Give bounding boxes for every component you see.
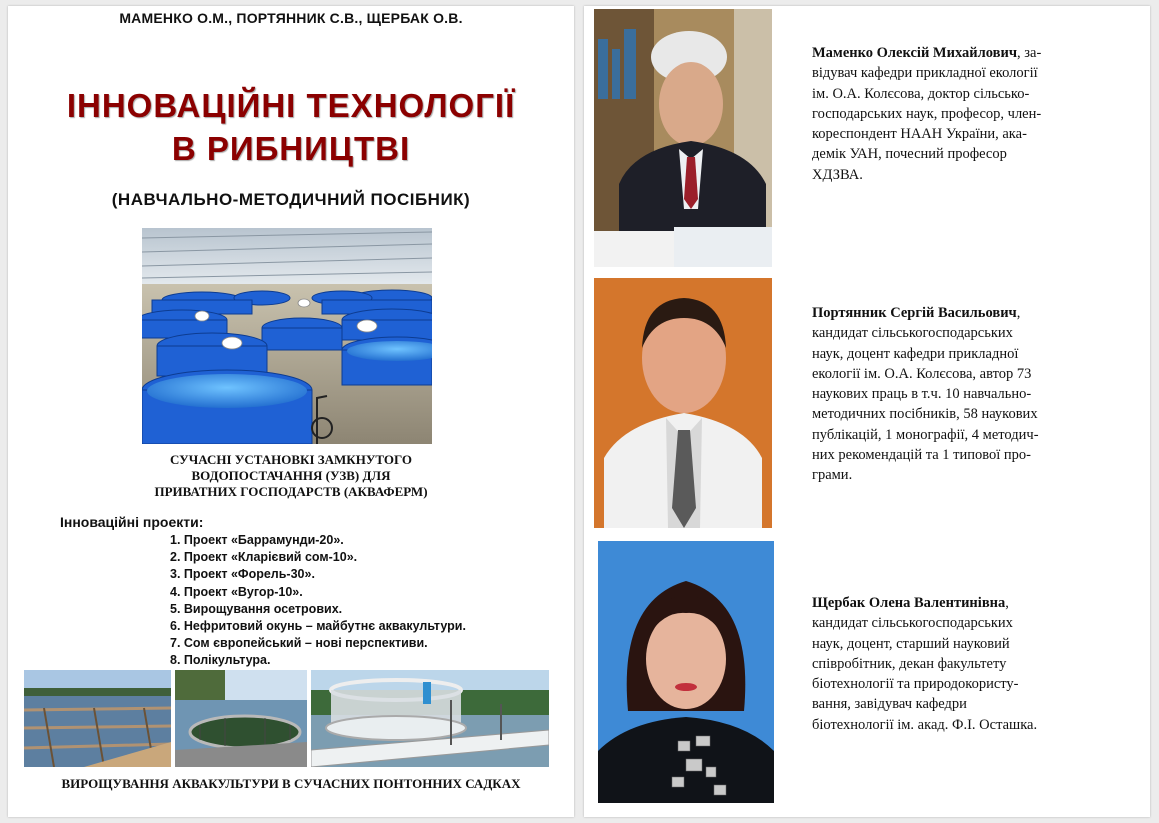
title-line-1: ІННОВАЦІЙНІ ТЕХНОЛОГІЇ — [66, 87, 516, 124]
caption-line: СУЧАСНІ УСТАНОВКІ ЗАМКНУТОГО — [169, 452, 413, 467]
bio-line: наук, доцент кафедри прикладної — [812, 345, 1019, 362]
list-item: 8. Полікультура. — [170, 653, 271, 668]
bio-line: кореспондент НААН України, ака- — [812, 126, 1027, 143]
list-item: 2. Проект «Кларієвий сом-10». — [170, 550, 358, 565]
book-subtitle: (НАВЧАЛЬНО-МЕТОДИЧНИЙ ПОСІБНИК) — [111, 190, 471, 209]
bio-line: демік УАН, почесний професор — [812, 146, 1007, 163]
bio-line: вання, завідувач кафедри — [812, 696, 967, 713]
author-bio-portiannyk — [812, 303, 1104, 486]
bio-line: ХДЗВА. — [812, 166, 863, 183]
pontoon-cage-photo-3 — [311, 670, 549, 767]
author-bio-mamenko — [812, 43, 1104, 185]
projects-list — [170, 532, 466, 670]
bio-line: методичних посібників, 58 наукових — [812, 406, 1038, 423]
caption-line: ПРИВАТНИХ ГОСПОДАРСТВ (АКВАФЕРМ) — [154, 484, 428, 499]
cages-caption: ВИРОЩУВАННЯ АКВАКУЛЬТУРИ В СУЧАСНИХ ПОНТОННИХ САДКАХ — [61, 776, 521, 791]
pontoon-cage-photo-1 — [24, 670, 171, 767]
author-portrait-mamenko — [594, 9, 772, 267]
bio-line: наук, доцент, старший науковий — [812, 635, 1010, 652]
ras-installation-photo — [142, 228, 432, 444]
bio-line: співробітник, декан факультету — [812, 655, 1007, 672]
bio-line: кандидат сільськогосподарських — [812, 615, 1013, 632]
bio-line: грами. — [812, 467, 853, 484]
book-title — [8, 84, 574, 170]
bio-line: відувач кафедри прикладної екології — [812, 65, 1038, 82]
list-item: 1. Проект «Баррамунди-20». — [170, 533, 344, 547]
list-item: 7. Сом європейський – нові перспективи. — [170, 636, 428, 651]
author-portrait-portiannyk — [594, 278, 772, 528]
list-item: 4. Проект «Вугор-10». — [170, 584, 303, 599]
bio-line: екології ім. О.А. Колєсова, автор 73 — [812, 365, 1032, 382]
bio-line: біотехнології та природокористу- — [812, 676, 1019, 693]
bio-line: Щербак Олена Валентинівна, — [812, 595, 1009, 611]
projects-heading: Інноваційні проекти: — [60, 514, 204, 530]
bio-line: Маменко Олексій Михайлович, за- — [812, 45, 1042, 61]
author-bio-shcherbak — [812, 593, 1104, 735]
ras-photo-caption — [8, 452, 574, 500]
authors-page — [584, 6, 1150, 817]
bio-line: кандидат сільськогосподарських — [812, 325, 1013, 342]
bio-line: публікацій, 1 монографії, 4 методич- — [812, 426, 1039, 443]
caption-line: ВОДОПОСТАЧАННЯ (УЗВ) ДЛЯ — [191, 468, 391, 483]
authors-line: МАМЕНКО О.М., ПОРТЯННИК С.В., ЩЕРБАК О.В. — [119, 10, 463, 26]
list-item: 3. Проект «Форель-30». — [170, 567, 315, 582]
bio-line: господарських наук, професор, член- — [812, 105, 1042, 122]
list-item: 5. Вирощування осетрових. — [170, 601, 343, 616]
bio-line: Портянник Сергій Васильович, — [812, 305, 1021, 321]
author-portrait-shcherbak — [598, 541, 774, 803]
pontoon-cage-photo-2 — [175, 670, 307, 767]
bio-line: ім. О.А. Колєсова, доктор сільсько- — [812, 85, 1030, 102]
title-line-2: В РИБНИЦТВІ — [171, 130, 411, 167]
bio-line: біотехнології ім. акад. Ф.І. Осташка. — [812, 716, 1038, 733]
bio-line: наукових праць в т.ч. 10 навчально- — [812, 386, 1032, 403]
bio-line: них рекомендацій та 1 типової про- — [812, 447, 1032, 464]
list-item: 6. Нефритовий окунь – майбутнє аквакультури. — [170, 619, 466, 634]
cover-page — [8, 6, 574, 817]
